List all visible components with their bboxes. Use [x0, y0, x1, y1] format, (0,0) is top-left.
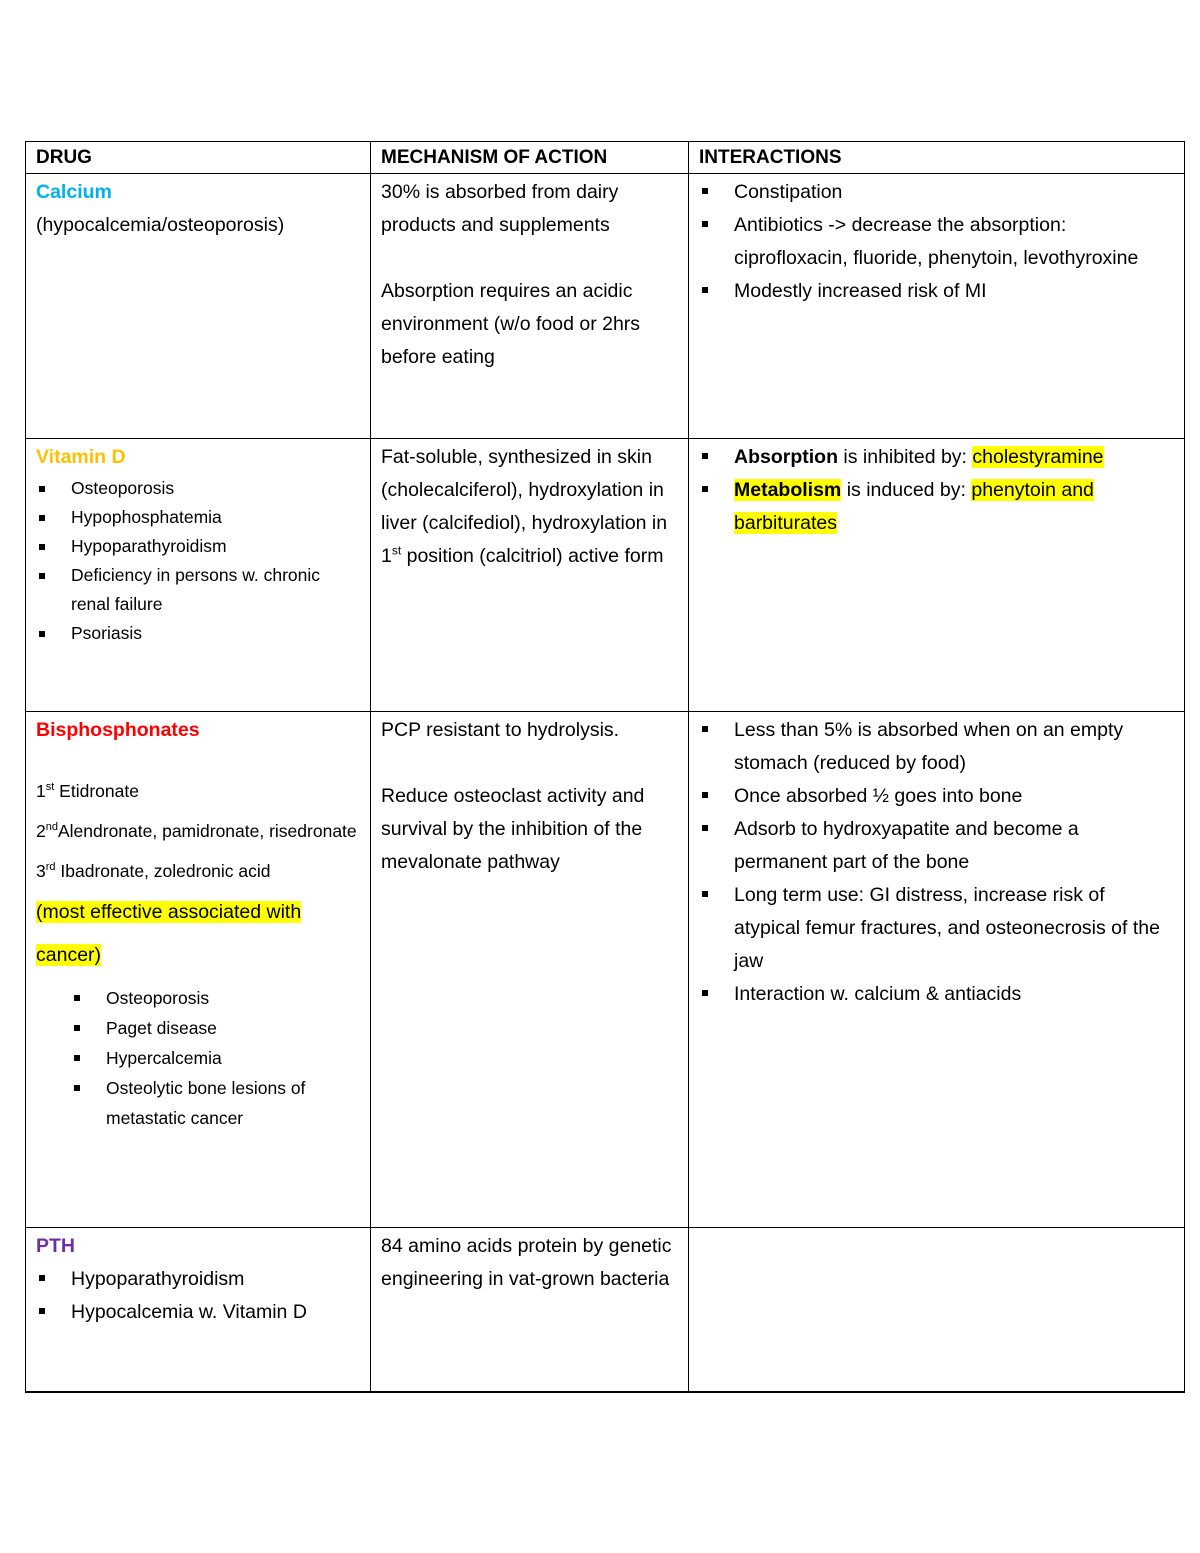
list-item: Metabolism is induced by: phenytoin and barbiturates: [734, 479, 1094, 534]
drug-name-pth: PTH: [36, 1235, 75, 1257]
drug-name-vitamin-d: Vitamin D: [36, 446, 126, 468]
table-row-bisphosphonates: [26, 712, 1185, 1228]
table-row-calcium: [26, 174, 1185, 439]
generation-3: 3rd Ibadronate, zoledronic acid: [36, 861, 271, 881]
list-item: Once absorbed ½ goes into bone: [734, 785, 1023, 807]
drug-name-bisphosphonates: Bisphosphonates: [36, 719, 200, 741]
interactions-cell: [689, 174, 1185, 439]
list-item: Hypoparathyroidism: [71, 536, 227, 556]
interactions-cell: [689, 712, 1185, 1228]
table-header-row: [26, 142, 1185, 174]
drug-name-calcium: Calcium: [36, 181, 112, 203]
bisphosphonates-mechanism-1: PCP resistant to hydrolysis.: [381, 719, 620, 741]
list-item: Hypoparathyroidism: [71, 1268, 245, 1290]
drug-table: [25, 141, 1185, 1393]
list-item: Antibiotics -> decrease the absorption: ciprofloxacin, fluoride, phenytoin, levothyroxine: [734, 214, 1139, 269]
list-item: Hypocalcemia w. Vitamin D: [71, 1301, 307, 1323]
header-interactions: INTERACTIONS: [689, 142, 1185, 174]
list-item: Less than 5% is absorbed when on an empty stomach (reduced by food): [734, 719, 1124, 774]
list-item: Adsorb to hydroxyapatite and become a permanent part of the bone: [734, 818, 1079, 873]
list-item: Modestly increased risk of MI: [734, 280, 987, 302]
interactions-cell: [689, 1228, 1185, 1393]
list-item: Absorption is inhibited by: cholestyramine: [734, 446, 1104, 468]
effectiveness-note: (most effective associated with cancer): [36, 901, 302, 966]
calcium-mechanism-2: Absorption requires an acidic environment (w/o food or 2hrs before eating: [381, 280, 641, 368]
list-item: Hypercalcemia: [106, 1048, 222, 1068]
drug-cell: [26, 174, 371, 439]
list-item: Long term use: GI distress, increase risk of atypical femur fractures, and osteonecrosis of the jaw: [734, 884, 1160, 972]
pth-mechanism: 84 amino acids protein by genetic engineering in vat-grown bacteria: [381, 1235, 672, 1290]
highlighted-text: phenytoin and barbiturates: [734, 479, 1094, 534]
bisphosphonates-mechanism-2: Reduce osteoclast activity and survival by the inhibition of the mevalonate pathway: [381, 785, 645, 873]
calcium-mechanism-1: 30% is absorbed from dairy products and supplements: [381, 181, 619, 236]
interactions-cell: [689, 439, 1185, 712]
generation-1: 1st Etidronate: [36, 781, 139, 801]
list-item: Psoriasis: [71, 623, 142, 643]
mechanism-cell: [371, 1228, 689, 1393]
list-item: Osteoporosis: [106, 988, 210, 1008]
mechanism-cell: [371, 174, 689, 439]
vitamin-d-mechanism: Fat-soluble, synthesized in skin (cholecalciferol), hydroxylation in liver (calcifediol), hydroxylation in 1st position (calcitriol) active form: [381, 446, 668, 567]
header-drug: DRUG: [26, 142, 371, 174]
list-item: Osteoporosis: [71, 478, 175, 498]
drug-cell: [26, 712, 371, 1228]
table-row-vitamin-d: [26, 439, 1185, 712]
header-mechanism: MECHANISM OF ACTION: [371, 142, 689, 174]
generation-2: 2ndAlendronate, pamidronate, risedronate: [36, 821, 357, 841]
list-item: Paget disease: [106, 1018, 217, 1038]
list-item: Hypophosphatemia: [71, 507, 222, 527]
drug-cell: [26, 439, 371, 712]
calcium-indication: (hypocalcemia/osteoporosis): [36, 214, 285, 236]
mechanism-cell: [371, 712, 689, 1228]
highlighted-text: cholestyramine: [972, 446, 1104, 468]
list-item: Deficiency in persons w. chronic renal failure: [71, 565, 320, 614]
drug-cell: [26, 1228, 371, 1393]
list-item: Osteolytic bone lesions of metastatic cancer: [106, 1078, 306, 1128]
list-item: Constipation: [734, 181, 843, 203]
mechanism-cell: [371, 439, 689, 712]
table-row-pth: [26, 1228, 1185, 1393]
list-item: Interaction w. calcium & antiacids: [734, 983, 1022, 1005]
